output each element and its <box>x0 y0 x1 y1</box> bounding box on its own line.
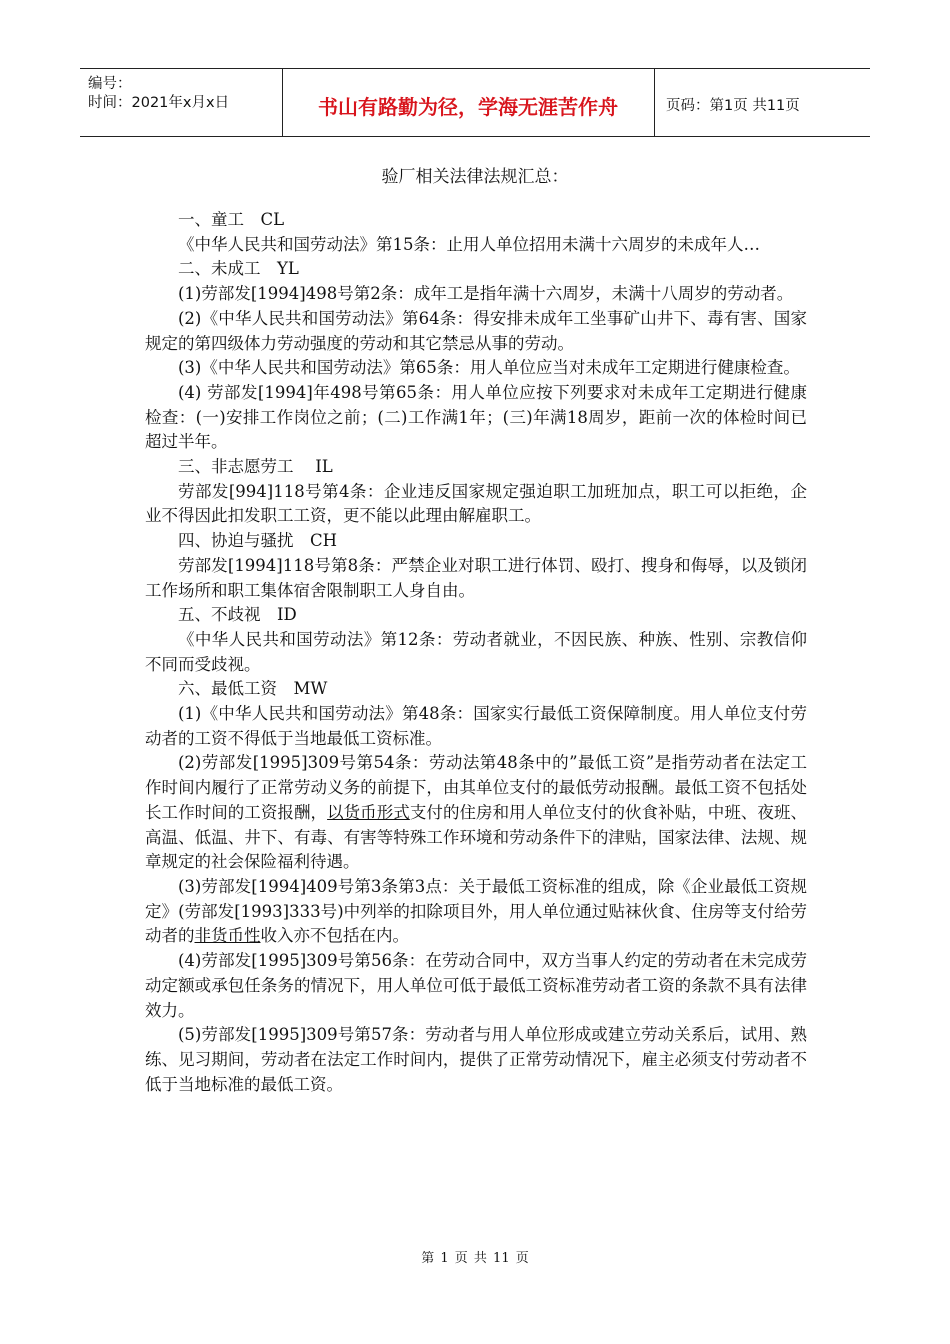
paragraph: (4)劳部发[1995]309号第56条：在劳动合同中，双方当事人约定的劳动者在未完成劳动定额或承包任条务的情况下，用人单位可低于最低工资标准劳动者工资的条款不具有法律效力。 <box>145 951 807 1020</box>
header-meta-cell <box>80 69 283 136</box>
paragraph: 《中华人民共和国劳动法》第12条：劳动者就业，不因民族、种族、性别、宗教信仰不同而受歧视。 <box>145 629 807 674</box>
paragraph-text: (3)劳部发[1994]409号第3条第3点：关于最低工资标准的组成，除《企业最低工资规定》(劳部发[1993]333号)中列举的扣除项目外，用人单位通过贴袜伙食、住房等支付给劳动者的 <box>145 876 807 946</box>
paragraph: (5)劳部发[1995]309号第57条：劳动者与用人单位形成或建立劳动关系后，试用、熟练、见习期间，劳动者在法定工作时间内，提供了正常劳动情况下，雇主必须支付劳动者不低于当地标准的最低工资。 <box>145 1025 807 1094</box>
section-heading-non-discrimination: 五、不歧视 ID <box>178 605 297 625</box>
paragraph-text: 收入亦不包括在内。 <box>260 926 409 946</box>
underlined-text: 以货币形式 <box>327 802 410 822</box>
motto-text: 书山有路勤为径，学海无涯苦作舟 <box>318 95 618 119</box>
underlined-text: 非货币性 <box>194 926 261 946</box>
paragraph: (1)劳部发[1994]498号第2条：成年工是指年满十六周岁，未满十八周岁的劳动者。 <box>178 284 794 304</box>
paragraph-text: 支付的住房和用人单位支付的伙食补贴，中班、夜班、高温、低温、井下、有毒、有害等特殊工作环境和劳动条件下的津贴，国家法律、法规、规章规定的社会保险福利待遇。 <box>145 802 808 872</box>
section-heading-juvenile-workers: 二、未成工 YL <box>178 259 299 279</box>
section-heading-coercion-harassment: 四、协迫与骚扰 CH <box>178 531 338 551</box>
document-body <box>145 208 807 1097</box>
paragraph: (2)《中华人民共和国劳动法》第64条：得安排未成年工坐事矿山井下、毒有害、国家规定的第四级体力劳动强度的劳动和其它禁忌从事的劳动。 <box>145 308 807 353</box>
serial-label: 编号： <box>88 76 132 92</box>
section-heading-minimum-wage: 六、最低工资 MW <box>178 679 328 699</box>
page-info: 页码：第1页 共11页 <box>666 98 800 114</box>
paragraph <box>145 751 807 875</box>
paragraph <box>145 875 807 949</box>
date-label: 时间：2021年x月x日 <box>88 95 230 111</box>
paragraph: 《中华人民共和国劳动法》第15条：止用人单位招用未满十六周岁的未成年人… <box>178 234 760 254</box>
paragraph: (3)《中华人民共和国劳动法》第65条：用人单位应当对未成年工定期进行健康检查。 <box>178 358 800 378</box>
paragraph: 劳部发[1994]118号第8条：严禁企业对职工进行体罚、殴打、搜身和侮辱，以及锁闭工作场所和职工集体宿舍限制职工人身自由。 <box>145 555 807 600</box>
section-heading-involuntary-labor: 三、非志愿劳工 IL <box>178 457 333 477</box>
paragraph: 劳部发[994]118号第4条：企业违反国家规定强迫职工加班加点，职工可以拒绝，企业不得因此扣发职工工资，更不能以此理由解雇职工。 <box>145 481 807 526</box>
paragraph: (4) 劳部发[1994]年498号第65条：用人单位应按下列要求对未成年工定期进行健康检查：(一)安排工作岗位之前；(二)工作满1年；(三)年满18周岁，距前一次的体检时间已超过半年。 <box>145 382 807 452</box>
paragraph: (1)《中华人民共和国劳动法》第48条：国家实行最低工资保障制度。用人单位支付劳动者的工资不得低于当地最低工资标准。 <box>145 704 807 748</box>
header-motto-cell <box>282 69 655 136</box>
section-heading-child-labor: 一、童工 CL <box>178 210 285 229</box>
header-page-cell <box>654 69 870 136</box>
page-header <box>80 68 870 137</box>
page-footer: 第 1 页 共 11 页 <box>421 1251 529 1266</box>
paragraph-text: (2)劳部发[1995]309号第54条：劳动法第48条中的”最低工资”是指劳动者在法定工作时间内履行了正常劳动义务的前提下，由其单位支付的最低劳动报酬。最低工资不包括处长工作时间的工资报酬， <box>145 753 807 822</box>
document-title: 验厂相关法律法规汇总： <box>381 167 569 187</box>
